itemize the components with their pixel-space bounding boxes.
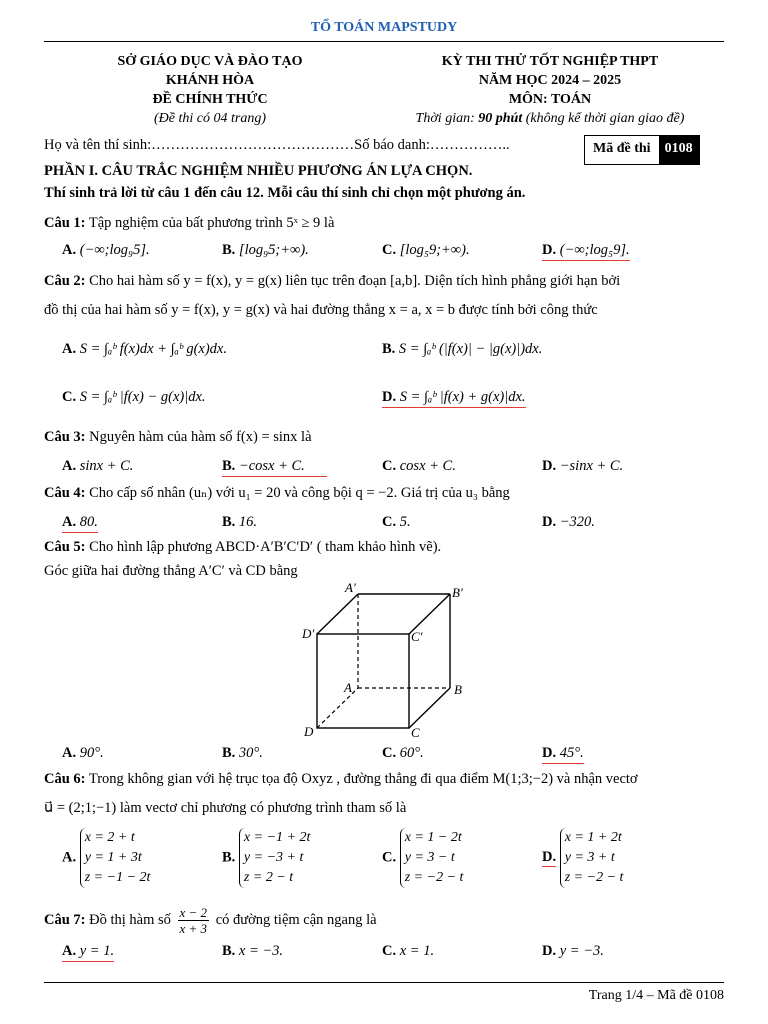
- q3-option-d[interactable]: D. −sinx + C.: [542, 458, 624, 474]
- q6-a-system: x = 2 + t y = 1 + 3t z = −1 − 2t: [80, 828, 151, 888]
- q2-option-b[interactable]: B. S = ∫ₐᵇ (|f(x)| − |g(x)|)dx.: [382, 341, 543, 357]
- question-6-cont: u⃗ = (2;1;−1) làm vectơ chỉ phương có phương trình tham số là: [44, 800, 407, 816]
- student-info-line: Họ và tên thí sinh:……………………………………Số báo danh:……………..: [44, 137, 510, 153]
- q2-option-d[interactable]: D. S = ∫ₐᵇ |f(x) + g(x)|dx.: [382, 389, 526, 408]
- page-count: (Đề thi có 04 trang): [154, 111, 266, 126]
- q7-option-b[interactable]: B. x = −3.: [222, 943, 284, 959]
- q5-option-c[interactable]: C. 60°.: [382, 745, 424, 761]
- time-line: Thời gian: 90 phút (không kể thời gian giao đề): [415, 111, 685, 126]
- edge-dprime-aprime: [317, 594, 358, 634]
- q1-option-a[interactable]: A. (−∞;log₉5].: [62, 242, 150, 258]
- page-footer: Trang 1/4 – Mã đề 0108: [588, 988, 724, 1003]
- label-a: A: [344, 680, 352, 695]
- q6-option-b[interactable]: B. x = −1 + 2t y = −3 + t z = 2 − t: [222, 828, 310, 888]
- exam-code-box: [584, 135, 700, 165]
- q1-option-b[interactable]: B. [log₉5;+∞).: [222, 242, 309, 258]
- question-2: Câu 2: Cho hai hàm số y = f(x), y = g(x) liên tục trên đoạn [a,b]. Diện tích hình phẳng giới hạn bởi: [44, 273, 621, 289]
- label-cprime: C′: [411, 629, 423, 644]
- q6-option-a[interactable]: A. x = 2 + t y = 1 + 3t z = −1 − 2t: [62, 828, 150, 888]
- label-bprime: B′: [452, 585, 463, 600]
- label-aprime: A′: [345, 580, 356, 595]
- q6-option-c[interactable]: C. x = 1 − 2t y = 3 − t z = −2 − t: [382, 828, 463, 888]
- exam-title: KỲ THI THỬ TỐT NGHIỆP THPT: [441, 54, 659, 69]
- edge-c-b: [409, 688, 450, 728]
- question-5: Câu 5: Cho hình lập phương ABCD·A′B′C′D′ ( tham khảo hình vẽ).: [44, 539, 442, 555]
- section-instruction: Thí sinh trả lời từ câu 1 đến câu 12. Mỗi câu thí sinh chỉ chọn một phương án.: [44, 185, 526, 201]
- q7-option-c[interactable]: C. x = 1.: [382, 943, 435, 959]
- q3-option-a[interactable]: A. sinx + C.: [62, 458, 134, 474]
- q1-option-d[interactable]: D. (−∞;log₅9].: [542, 242, 630, 261]
- header-right: [380, 52, 720, 128]
- q4-option-d[interactable]: D. −320.: [542, 514, 595, 530]
- exam-code-label: Mã đề thi: [593, 141, 651, 156]
- header-left: [70, 52, 350, 128]
- question-7: Câu 7: Đồ thị hàm số x − 2 x + 3 có đường tiệm cận ngang là: [44, 905, 377, 936]
- q7-fraction: x − 2 x + 3: [179, 905, 208, 936]
- cube-front-face: [317, 634, 409, 728]
- cube-figure: [296, 580, 466, 740]
- label-c: C: [411, 725, 420, 740]
- q5-option-d[interactable]: D. 45°.: [542, 745, 584, 764]
- question-3: Câu 3: Nguyên hàm của hàm số f(x) = sinx là: [44, 429, 312, 445]
- question-6: Câu 6: Trong không gian với hệ trục tọa độ Oxyz , đường thẳng đi qua điểm M(1;3;−2) và nhận vectơ: [44, 771, 638, 787]
- q2-option-c[interactable]: C. S = ∫ₐᵇ |f(x) − g(x)|dx.: [62, 389, 206, 405]
- subject: MÔN: TOÁN: [508, 92, 592, 107]
- q6-c-system: x = 1 − 2t y = 3 − t z = −2 − t: [400, 828, 464, 888]
- label-dprime: D′: [302, 626, 315, 641]
- province: KHÁNH HÒA: [165, 73, 255, 88]
- exam-code-value: 0108: [659, 136, 699, 164]
- question-2-cont: đồ thị của hai hàm số y = f(x), y = g(x) và hai đường thẳng x = a, x = b được tính bởi công thức: [44, 302, 598, 318]
- footer-rule: [44, 982, 724, 983]
- q4-option-c[interactable]: C. 5.: [382, 514, 411, 530]
- q7-option-a[interactable]: A. y = 1.: [62, 943, 114, 962]
- q6-b-system: x = −1 + 2t y = −3 + t z = 2 − t: [239, 828, 310, 888]
- q5-option-a[interactable]: A. 90°.: [62, 745, 104, 761]
- department: SỞ GIÁO DỤC VÀ ĐÀO TẠO: [117, 54, 303, 69]
- label-d: D: [304, 724, 314, 739]
- q7-option-d[interactable]: D. y = −3.: [542, 943, 604, 959]
- edge-cprime-bprime: [409, 594, 450, 634]
- question-5-cont: Góc giữa hai đường thẳng A′C′ và CD bằng: [44, 563, 298, 579]
- q4-option-b[interactable]: B. 16.: [222, 514, 258, 530]
- q2-option-a[interactable]: A. S = ∫ₐᵇ f(x)dx + ∫ₐᵇ g(x)dx.: [62, 341, 227, 357]
- section-title: PHẦN I. CÂU TRẮC NGHIỆM NHIỀU PHƯƠNG ÁN LỰA CHỌN.: [44, 163, 473, 179]
- top-title: TỔ TOÁN MAPSTUDY: [310, 20, 458, 35]
- official-label: ĐỀ CHÍNH THỨC: [152, 92, 268, 107]
- q6-d-system: x = 1 + 2t y = 3 + t z = −2 − t: [560, 828, 624, 888]
- question-4: Câu 4: Cho cấp số nhân (uₙ) với u₁ = 20 và công bội q = −2. Giá trị của u₃ bằng: [44, 485, 510, 501]
- top-rule: [44, 41, 724, 42]
- q5-option-b[interactable]: B. 30°.: [222, 745, 263, 761]
- question-1: Câu 1: Tập nghiệm của bất phương trình 5ˣ ≥ 9 là: [44, 215, 335, 231]
- q4-option-a[interactable]: A. 80.: [62, 514, 98, 533]
- q3-option-b[interactable]: B. −cosx + C.: [222, 458, 327, 477]
- q1-option-c[interactable]: C. [log₅9;+∞).: [382, 242, 470, 258]
- label-b: B: [454, 682, 462, 697]
- q3-option-c[interactable]: C. cosx + C.: [382, 458, 456, 474]
- q6-option-d[interactable]: D. x = 1 + 2t y = 3 + t z = −2 − t: [542, 828, 623, 888]
- school-year: NĂM HỌC 2024 – 2025: [478, 73, 622, 88]
